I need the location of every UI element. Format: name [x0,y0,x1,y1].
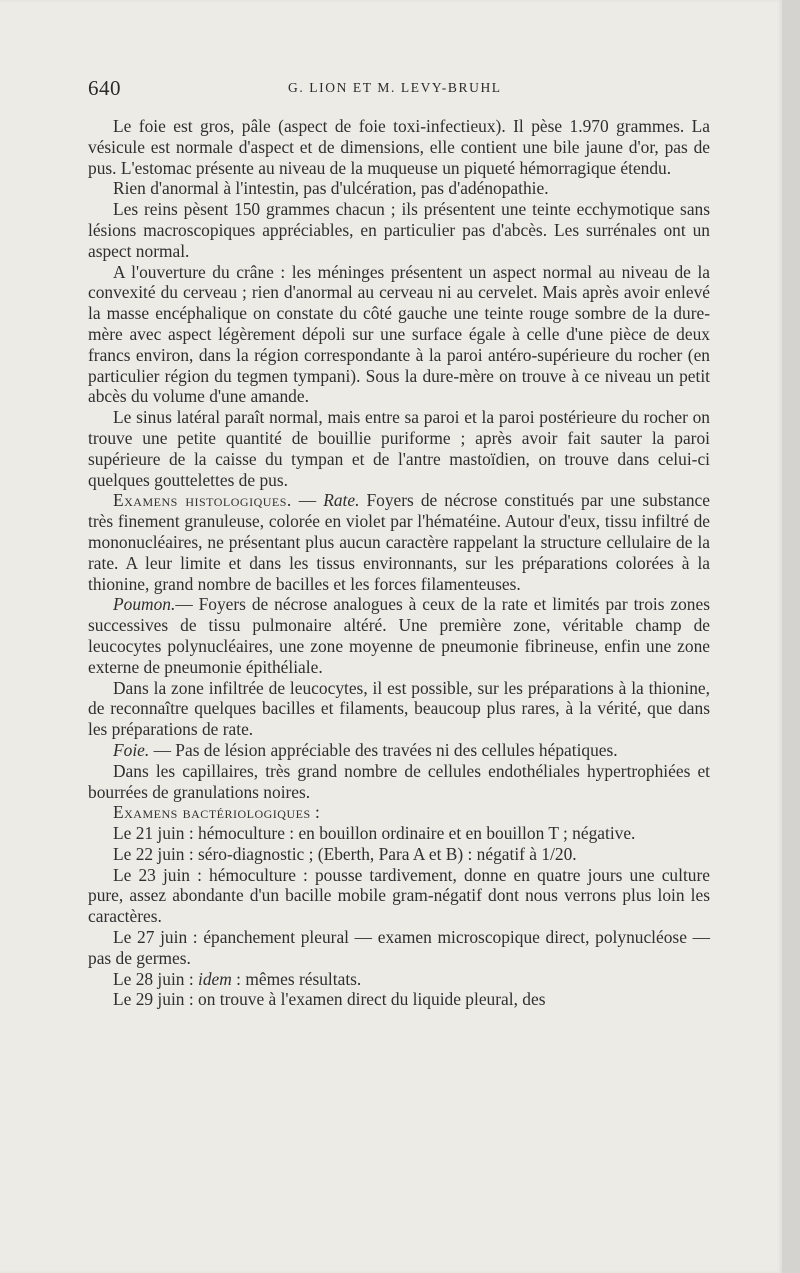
paragraph-idem [88,969,710,990]
organ-term: Foie. [113,739,150,760]
section-heading: Examens histologiques. [113,490,292,511]
paragraph-foie [88,740,710,761]
paragraph: Rien d'anormal à l'intestin, pas d'ulcération, pas d'adénopathie. [113,178,549,199]
colon: : [310,802,320,823]
paragraph: A l'ouverture du crâne : les méninges présentent un aspect normal au niveau de la convexité du cerveau ; rien d'anormal au cerveau ni au cervelet. Mais après avoir enlevé la masse encéphalique on constate du côté gauche une teinte rouge sombre de la dure-mère avec aspect légèrement dépoli sur une surface égale à celle d'une pièce de deux francs environ, dans la région correspondante à la paroi antéro-supérieure du rocher (en particulier région du tegmen tympani). Sous la dure-mère on trouve à ce niveau un petit abcès du volume d'une amande. [88,261,710,407]
paragraph-text: — Foyers de nécrose analogues à ceux de la rate et limités par trois zones successives de tissu pulmonaire altéré. Une première zone, véritable champ de leucocytes polynucléaires, une zone moyenne de pneumonie fibrineuse, enfin une zone externe de pneumonie épithéliale. [88,594,710,677]
section-heading: Examens bactériologiques [113,802,311,823]
paragraph: Le sinus latéral paraît normal, mais entre sa paroi et la paroi postérieure du rocher on trouve une petite quantité de bouillie puriforme ; après avoir fait sauter la paroi supérieure de la caisse du tympan et de l'antre mastoïdien, on trouve dans celui-ci quelques gouttelettes de pus. [88,407,710,490]
paragraph: Les reins pèsent 150 grammes chacun ; ils présentent une teinte ecchymotique sans lésions macroscopiques appréciables, en particulier pas d'abcès. Les surrénales ont un aspect normal. [88,199,710,261]
paragraph-rate [88,490,710,594]
organ-term: Poumon. [113,594,176,615]
dash: — [291,490,324,511]
paragraph-text: — Pas de lésion appréciable des travées ni des cellules hépatiques. [149,739,618,760]
idem-term: idem [198,968,232,989]
paragraph-poumon [88,594,710,677]
paragraph: Dans la zone infiltrée de leucocytes, il est possible, sur les préparations à la thionine, de reconnaître quelques bacilles et filaments, beaucoup plus rares, à la vérité, que dans les préparations de rate. [88,677,710,740]
paragraph: Le 29 juin : on trouve à l'examen direct du liquide pleural, des [113,989,546,1010]
page-number: 640 [88,76,121,100]
paragraph: Le 27 juin : épanchement pleural — examen microscopique direct, polynucléose — pas de germes. [88,927,710,968]
paragraph: Dans les capillaires, très grand nombre de cellules endothéliales hypertrophiées et bourrées de granulations noires. [88,760,710,802]
paragraph: Le 21 juin : hémoculture : en bouillon ordinaire et en bouillon T ; négative. [113,823,636,844]
paragraph-bacterio [88,802,710,823]
paragraph: Le 23 juin : hémoculture : pousse tardivement, donne en quatre jours une culture pure, assez abondante d'un bacille mobile gram-négatif dont nous verrons plus loin les caractères. [88,864,710,927]
paragraph-lead: Le 28 juin : [113,968,199,989]
page-header [88,76,710,100]
running-head: G. LION ET M. LEVY-BRUHL [288,80,502,95]
body-text [88,116,710,1010]
paragraph: Le foie est gros, pâle (aspect de foie toxi-infectieux). Il pèse 1.970 grammes. La vésicule est normale d'aspect et de dimensions, elle contient une bile jaune d'or, pas de pus. L'estomac présente au niveau de la muqueuse un piqueté hémorragique étendu. [88,116,710,178]
organ-term: Rate. [323,490,360,511]
paragraph: Le 22 juin : séro-diagnostic ; (Eberth, Para A et B) : négatif à 1/20. [113,843,577,864]
paragraph-text: Foyers de nécrose constitués par une substance très finement granuleuse, colorée en violet par l'hématéine. Autour d'eux, tissu infiltré de mononucléaires, ne présentant plus aucun caractère rappelant la structure cellulaire de la rate. A leur limite et dans les tissus environnants, sur les préparations colorées à la thionine, grand nombre de bacilles et les forces filamenteuses. [88,490,710,594]
paragraph-text: : mêmes résultats. [231,968,362,989]
